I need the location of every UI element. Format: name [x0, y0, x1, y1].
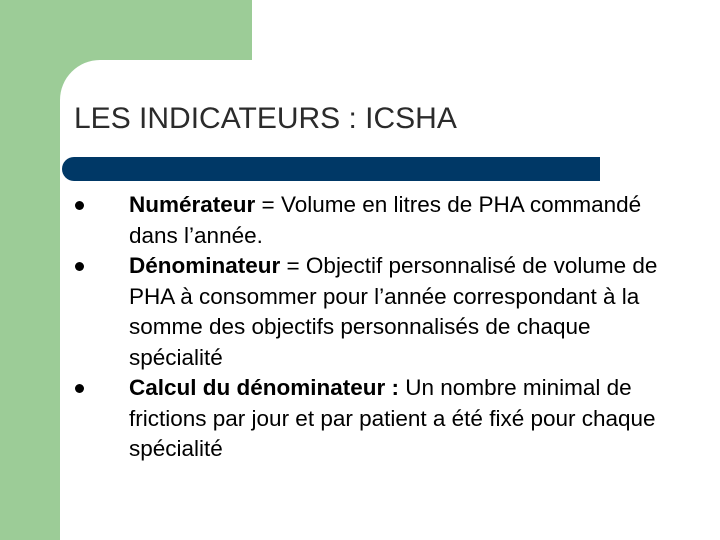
bullet-dot-icon	[75, 384, 84, 393]
bullet-text: = Objectif personnalisé de volume de PHA à consommer pour l’année correspondant à la somme des objectifs personnalisés de chaque spécialité	[129, 253, 658, 370]
bullet-list	[74, 190, 674, 465]
decorative-green-band-horizontal	[0, 0, 252, 60]
bullet-term: Numérateur	[129, 192, 256, 217]
bullet-text: = Volume en litres de PHA commandé dans l’année.	[129, 192, 642, 248]
bullet-item-denominateur	[74, 251, 674, 373]
title-underline-bar	[62, 157, 600, 181]
bullet-term: Dénominateur	[129, 253, 281, 278]
bullet-dot-icon	[75, 262, 84, 271]
slide-title: LES INDICATEURS : ICSHA	[74, 102, 457, 135]
bullet-text: Un nombre minimal de frictions par jour et par patient a été fixé pour chaque spécialité	[129, 375, 656, 461]
bullet-dot-icon	[75, 201, 84, 210]
bullet-item-numerateur	[74, 190, 674, 251]
bullet-item-calcul	[74, 373, 674, 465]
bullet-term: Calcul du dénominateur :	[129, 375, 400, 400]
decorative-green-band-vertical	[0, 0, 60, 540]
